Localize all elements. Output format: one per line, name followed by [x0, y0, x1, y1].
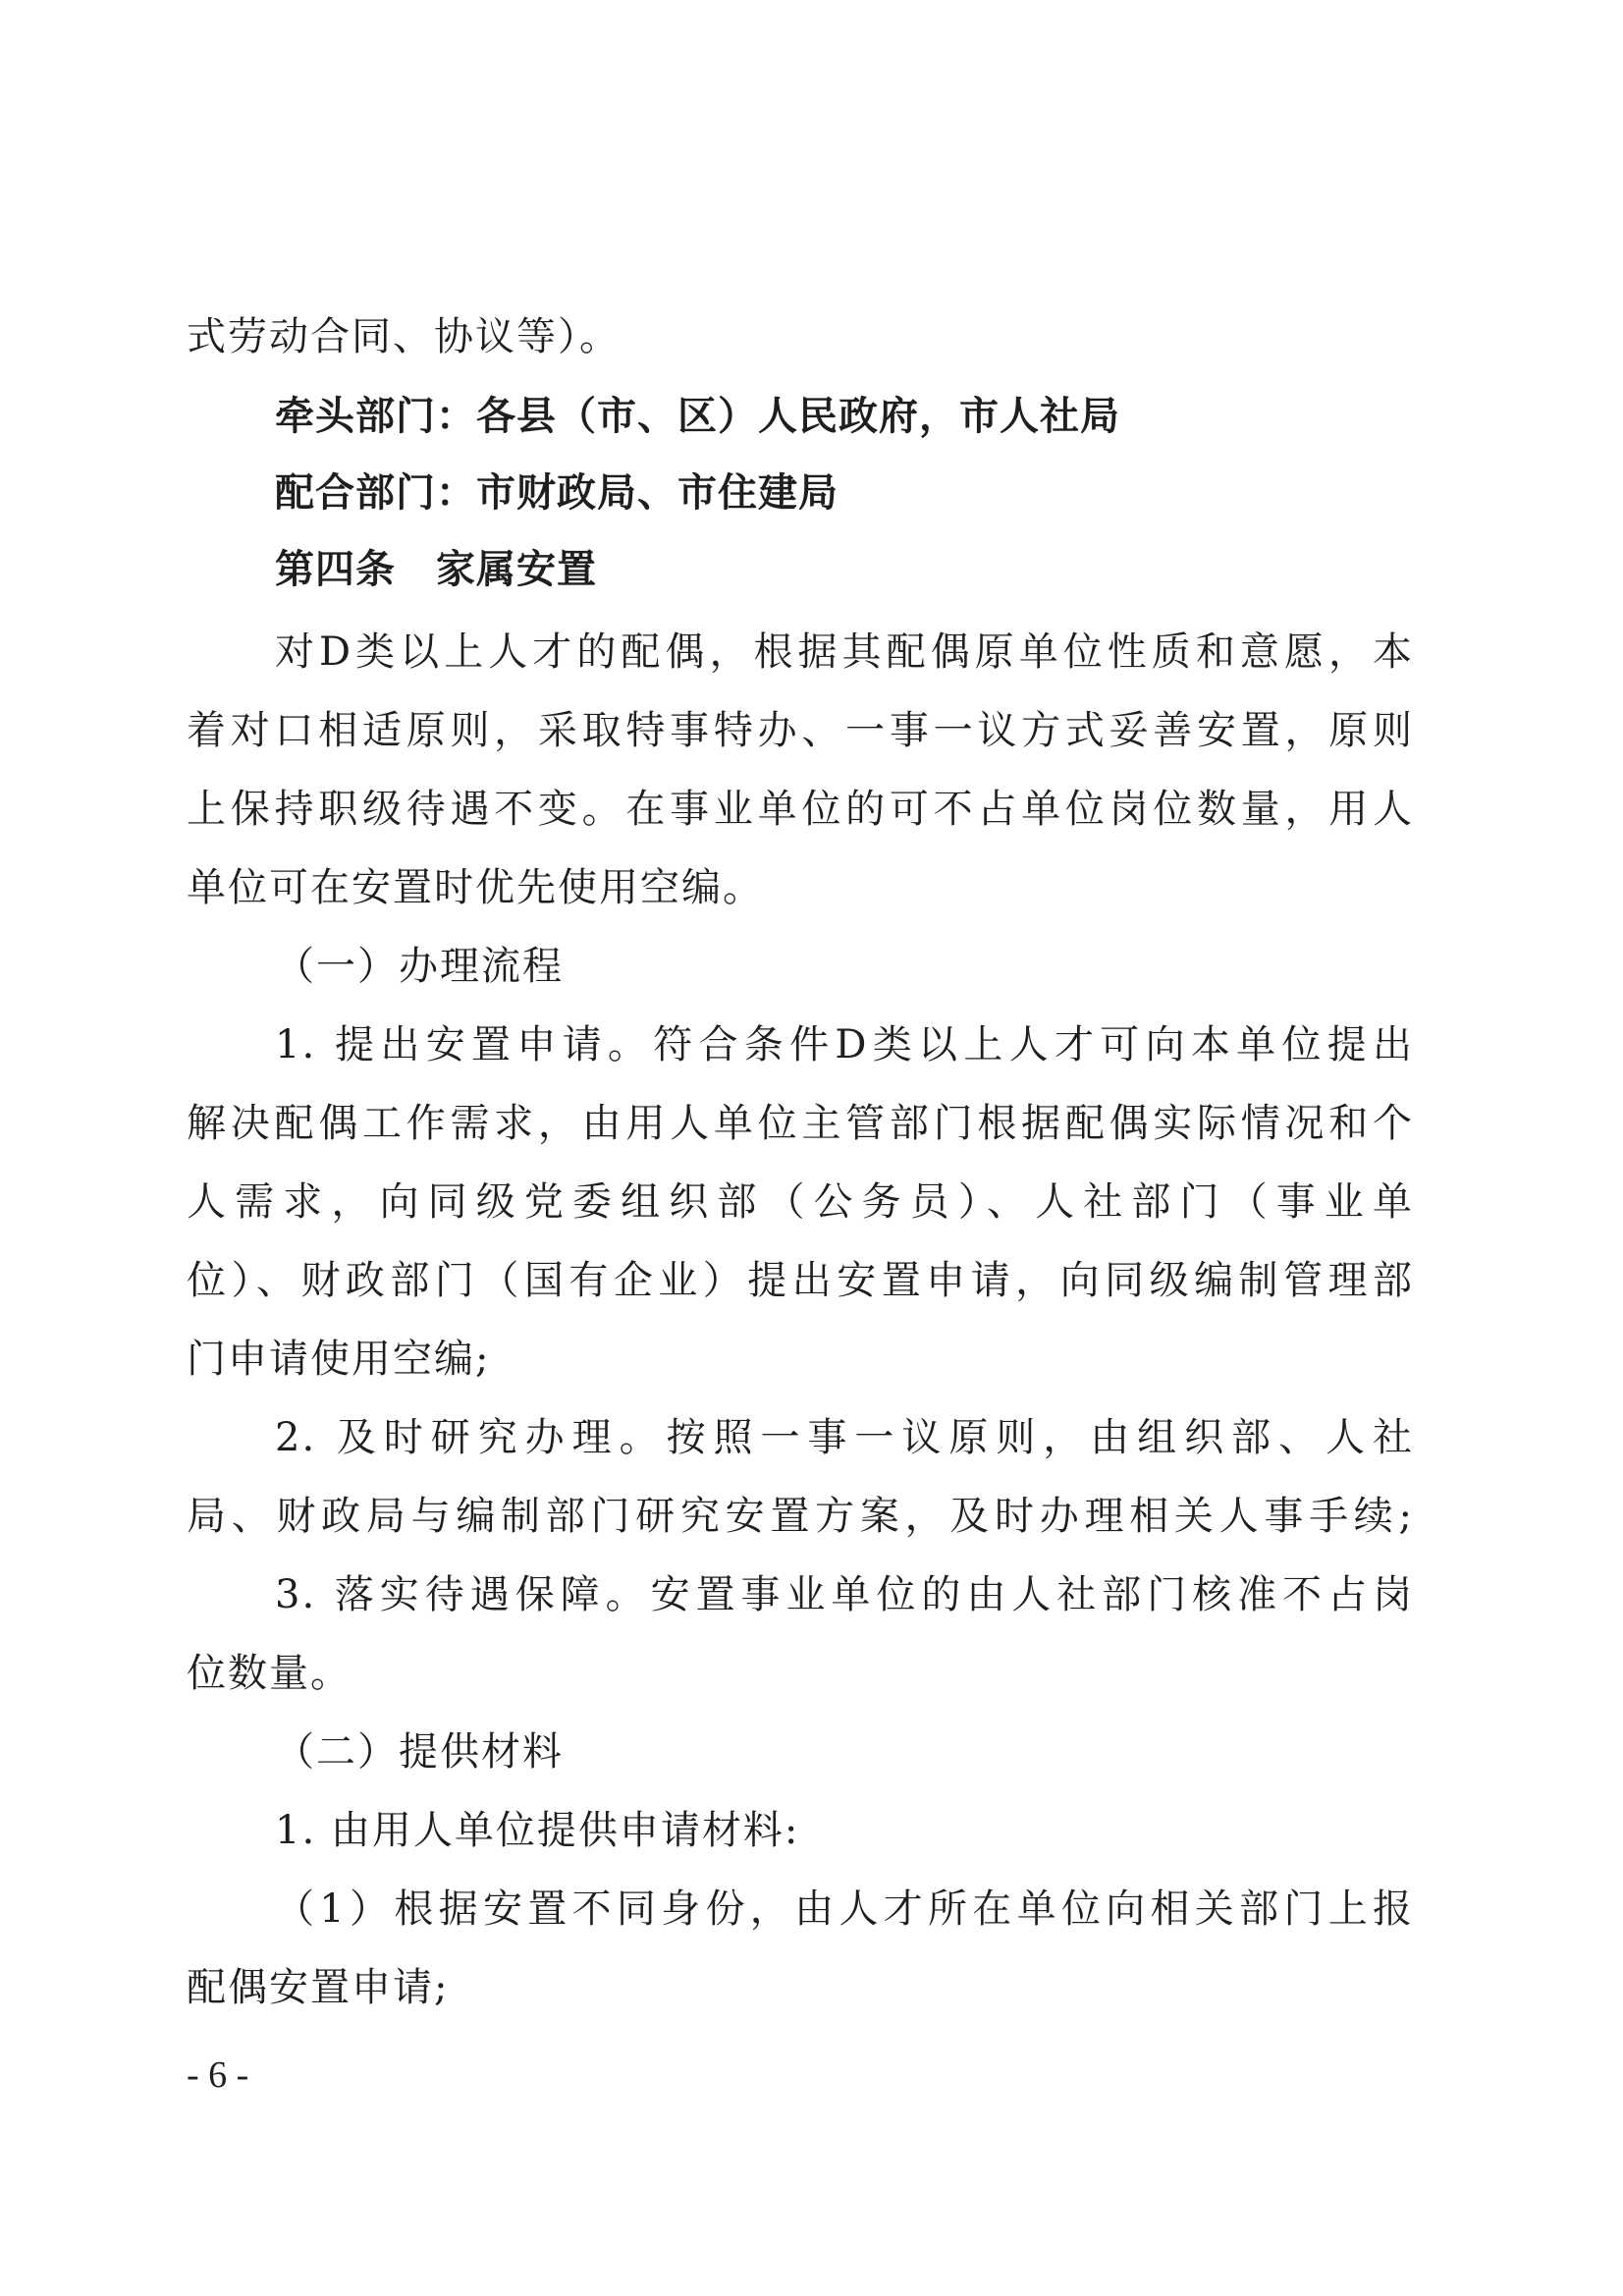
text-line-13: 位）、财政部门（国有企业）提出安置申请，向同级编制管理部 [187, 1258, 1414, 1303]
text-line-6: 着对口相适原则，采取特事特办、一事一议方式妥善安置，原则 [187, 708, 1414, 753]
text-line-7: 上保持职级待遇不变。在事业单位的可不占单位岗位数量，用人 [187, 787, 1414, 832]
page-number: - 6 - [187, 2054, 249, 2096]
section-heading-process: （一）办理流程 [275, 944, 564, 989]
text-line-10: 1. 提出安置申请。符合条件D类以上人才可向本单位提出 [275, 1022, 1414, 1067]
lead-department-line: 牵头部门：各县（市、区）人民政府，市人社局 [275, 394, 1120, 439]
text-line-5: 对D类以上人才的配偶，根据其配偶原单位性质和意愿，本 [275, 629, 1414, 675]
text-line-15: 2. 及时研究办理。按照一事一议原则，由组织部、人社 [275, 1415, 1414, 1460]
article-heading: 第四条 家属安置 [275, 547, 597, 592]
text-line-21: （1）根据安置不同身份，由人才所在单位向相关部门上报 [275, 1886, 1414, 1932]
text-line-8: 单位可在安置时优先使用空编。 [187, 865, 764, 910]
text-line-16: 局、财政局与编制部门研究安置方案，及时办理相关人事手续; [187, 1494, 1414, 1539]
text-line-11: 解决配偶工作需求，由用人单位主管部门根据配偶实际情况和个 [187, 1101, 1414, 1146]
text-line-20: 1. 由用人单位提供申请材料: [275, 1808, 800, 1853]
cooperating-department-line: 配合部门：市财政局、市住建局 [275, 470, 839, 516]
text-line-17: 3. 落实待遇保障。安置事业单位的由人社部门核准不占岗 [275, 1572, 1414, 1617]
text-line-12: 人需求，向同级党委组织部（公务员）、人社部门（事业单 [187, 1179, 1414, 1225]
text-line-14: 门申请使用空编; [187, 1337, 491, 1382]
text-line-1: 式劳动合同、协议等）。 [187, 314, 621, 359]
section-heading-materials: （二）提供材料 [275, 1729, 564, 1775]
text-line-22: 配偶安置申请; [187, 1965, 450, 2010]
text-line-18: 位数量。 [187, 1651, 352, 1696]
